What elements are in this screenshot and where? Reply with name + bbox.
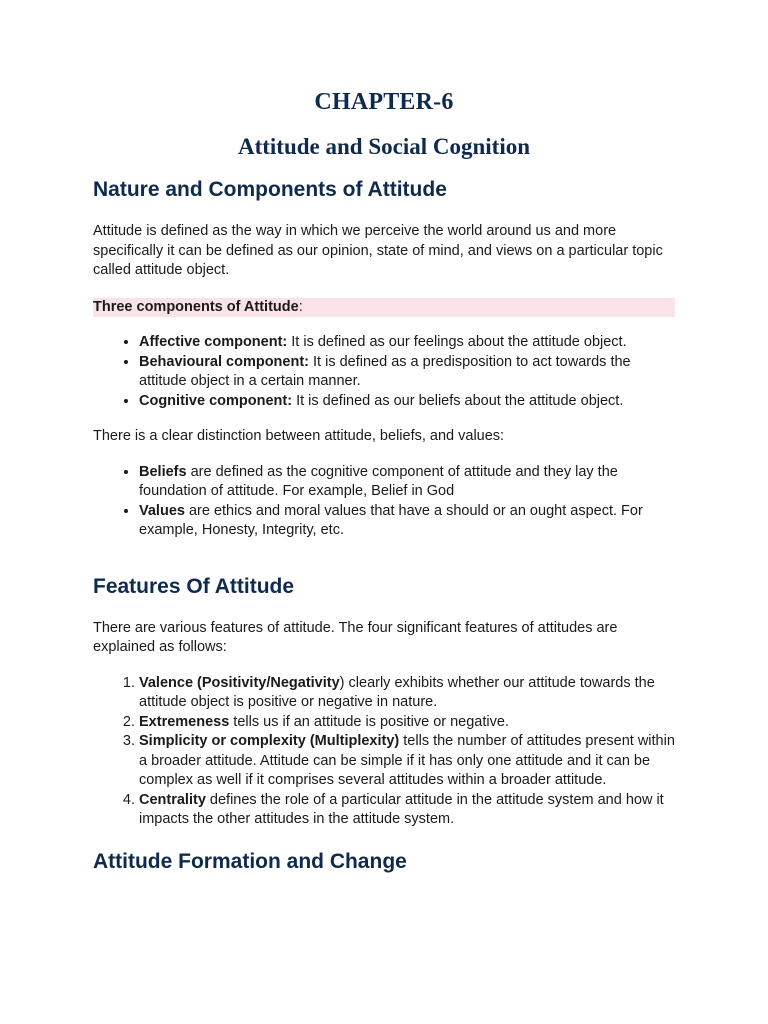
paragraph-features-intro: There are various features of attitude. The four significant features of attitudes are explained as follows: [93,619,618,655]
list-item-text: ) clearly exhibits whether our attitude towards the attitude object is positive or negative in nature. [139,674,655,710]
components-label: Three components of Attitude [93,298,299,315]
distinction-list [93,463,675,541]
chapter-label: CHAPTER-6 [314,89,454,115]
list-item-term: Valence (Positivity/Negativity [139,674,340,691]
components-colon: : [298,298,303,315]
list-item-text: tells us if an attitude is positive or negative. [229,713,509,730]
list-item-text: defines the role of a particular attitude in the attitude system and how it impacts the other attitudes in the attitude system. [139,791,664,827]
list-item-term: Centrality [139,791,206,808]
list-item-term: Cognitive component: [139,392,293,409]
list-item-text: tells the number of attitudes present within a broader attitude. Attitude can be simple if it has only one attitude and it can be complex as well if it comprises several attitudes within a broader attitude. [139,733,675,788]
features-list [93,674,675,830]
page-content [93,86,675,876]
list-item-text: It is defined as our feelings about the attitude object. [287,334,627,350]
list-item [139,713,675,733]
paragraph-attitude-definition: Attitude is defined as the way in which we perceive the world around us and more specifically it can be defined as our opinion, state of mind, and views on a particular topic called attitude object. [93,223,663,278]
list-item-text: It is defined as a predisposition to act towards the attitude object in a certain manner. [139,353,631,389]
section-heading-features: Features Of Attitude [93,574,295,598]
list-item-text: are ethics and moral values that have a should or an ought aspect. For example, Honesty, Integrity, etc. [139,502,643,538]
list-item-term: Simplicity or complexity (Multiplexity) [139,733,400,749]
components-list [93,333,675,411]
components-highlight [93,298,675,318]
list-item-text: are defined as the cognitive component of attitude and they lay the foundation of attitude. For example, Belief in God [139,463,618,499]
paragraph-distinction: There is a clear distinction between attitude, beliefs, and values: [93,428,505,444]
list-item [139,502,675,541]
list-item [139,333,675,353]
list-item-term: Behavioural component: [139,353,309,370]
list-item-term: Extremeness [139,713,230,730]
list-item-term: Beliefs [139,463,187,480]
list-item-term: Values [139,502,185,519]
list-item [139,674,675,713]
section-heading-formation: Attitude Formation and Change [93,849,407,873]
list-item [139,392,675,412]
list-item-text: It is defined as our beliefs about the attitude object. [292,392,624,409]
chapter-title: Attitude and Social Cognition [237,134,530,159]
list-item [139,791,675,830]
list-item [139,353,675,392]
list-item-term: Affective component: [139,334,288,350]
list-item [139,732,675,791]
list-item [139,463,675,502]
section-heading-nature: Nature and Components of Attitude [93,178,447,201]
